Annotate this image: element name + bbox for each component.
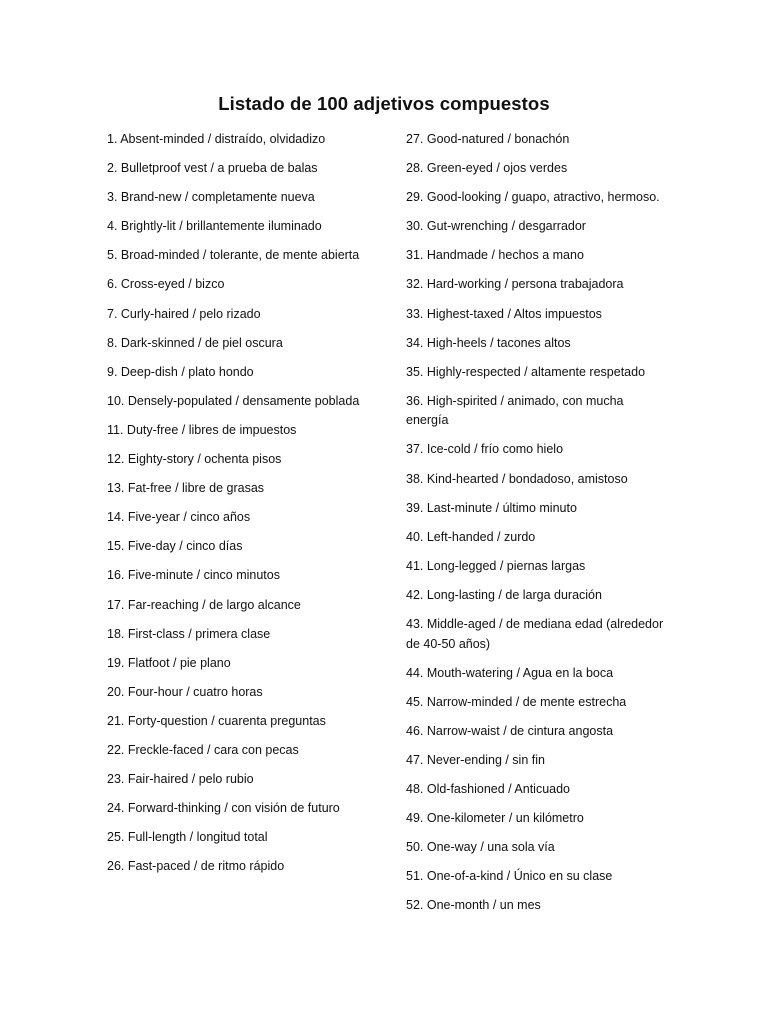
list-item: 19. Flatfoot / pie plano [107,655,231,670]
list-item: 4. Brightly-lit / brillantemente iluminado [107,219,322,234]
list-item: 42. Long-lasting / de larga duración [406,587,602,602]
list-item: 12. Eighty-story / ochenta pisos [107,452,282,467]
list-item: 37. Ice-cold / frío como hielo [406,442,564,457]
list-item: 23. Fair-haired / pelo rubio [107,772,254,787]
list-item: 43. Middle-aged / de mediana edad (alrededor de 40-50 años) [406,617,664,651]
list-item: 30. Gut-wrenching / desgarrador [406,219,586,234]
list-item: 45. Narrow-minded / de mente estrecha [406,694,627,709]
list-item: 14. Five-year / cinco años [107,510,251,525]
document-title: Listado de 100 adjetivos compuestos [218,93,550,114]
list-item: 7. Curly-haired / pelo rizado [107,306,261,321]
list-item: 28. Green-eyed / ojos verdes [406,161,568,176]
list-item: 51. One-of-a-kind / Único en su clase [406,869,613,884]
list-item: 32. Hard-working / persona trabajadora [406,277,624,292]
list-item: 2. Bulletproof vest / a prueba de balas [107,161,318,176]
list-item: 17. Far-reaching / de largo alcance [107,597,301,612]
list-item: 10. Densely-populated / densamente poblada [107,393,360,408]
list-item: 5. Broad-minded / tolerante, de mente abierta [107,248,360,263]
adjective-list-left [107,130,369,886]
list-item: 13. Fat-free / libre de grasas [107,481,265,496]
list-item: 16. Five-minute / cinco minutos [107,568,280,583]
list-item: 49. One-kilometer / un kilómetro [406,811,584,826]
list-item: 34. High-heels / tacones altos [406,335,571,350]
list-item: 26. Fast-paced / de ritmo rápido [107,859,285,874]
adjective-list-right [406,130,668,925]
list-item: 6. Cross-eyed / bizco [107,277,225,292]
list-item: 24. Forward-thinking / con visión de futuro [107,801,340,816]
list-item: 52. One-month / un mes [406,898,541,913]
list-item: 44. Mouth-watering / Agua en la boca [406,665,614,680]
list-item: 18. First-class / primera clase [107,626,271,641]
list-item: 40. Left-handed / zurdo [406,529,536,544]
list-item: 36. High-spirited / animado, con mucha energía [406,393,624,428]
list-item: 50. One-way / una sola vía [406,840,555,855]
list-item: 3. Brand-new / completamente nueva [107,190,315,205]
list-item: 11. Duty-free / libres de impuestos [107,422,297,437]
list-item: 48. Old-fashioned / Anticuado [406,781,571,796]
list-item: 25. Full-length / longitud total [107,830,268,845]
list-item: 15. Five-day / cinco días [107,539,243,554]
list-item: 29. Good-looking / guapo, atractivo, hermoso. [406,190,660,205]
list-item: 39. Last-minute / último minuto [406,500,577,515]
list-item: 21. Forty-question / cuarenta preguntas [107,713,326,728]
list-item: 33. Highest-taxed / Altos impuestos [406,306,602,321]
list-item: 8. Dark-skinned / de piel oscura [107,335,283,350]
list-item: 9. Deep-dish / plato hondo [107,364,254,379]
list-item: 38. Kind-hearted / bondadoso, amistoso [406,471,628,486]
list-item: 35. Highly-respected / altamente respetado [406,364,646,379]
list-item: 20. Four-hour / cuatro horas [107,684,263,699]
list-item: 41. Long-legged / piernas largas [406,558,586,573]
list-item: 1. Absent-minded / distraído, olvidadizo [107,132,326,146]
list-item: 22. Freckle-faced / cara con pecas [107,742,299,757]
list-item: 31. Handmade / hechos a mano [406,248,584,263]
list-item: 47. Never-ending / sin fin [406,752,545,767]
list-item: 46. Narrow-waist / de cintura angosta [406,723,614,738]
list-item: 27. Good-natured / bonachón [406,132,570,146]
